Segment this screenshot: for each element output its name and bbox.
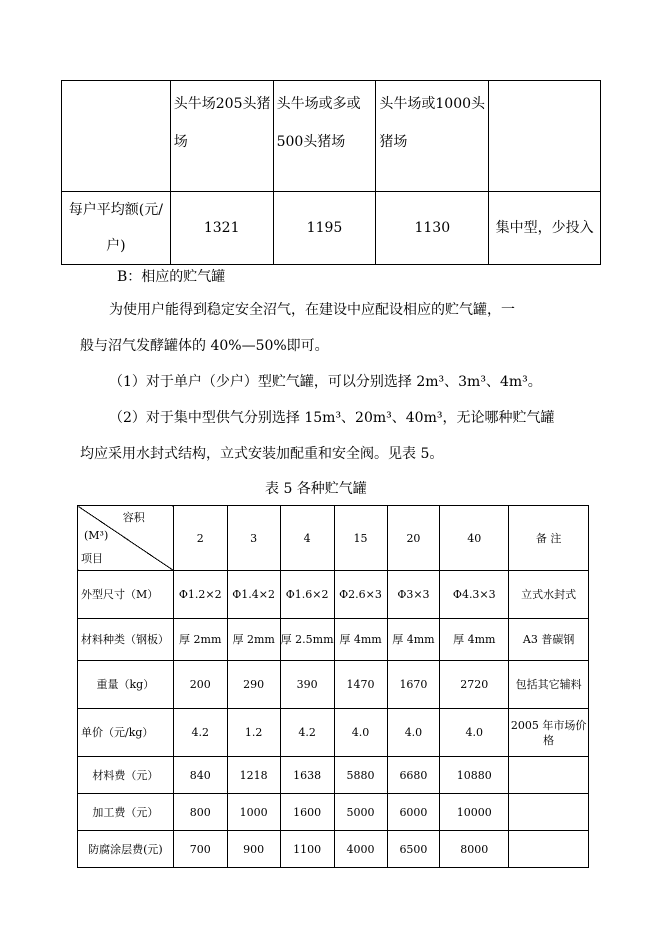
table-cell: 200 <box>173 661 227 709</box>
cell-text: 头牛场205头猪场 <box>173 96 271 150</box>
table-cell: Φ2.6×3 <box>334 571 387 619</box>
table-cell: 1638 <box>280 757 334 794</box>
table-cell: 800 <box>173 794 227 831</box>
table-row <box>78 661 589 709</box>
table-row <box>62 192 601 265</box>
corner-bottom: 项目 <box>81 552 103 565</box>
table-cell: Φ4.3×3 <box>440 571 509 619</box>
table-cell <box>376 81 489 192</box>
table-cell <box>170 81 273 192</box>
table-cell: 厚 2mm <box>227 619 280 661</box>
table-cell: 8000 <box>440 831 509 868</box>
column-header: 备 注 <box>509 506 589 571</box>
row-note: 立式水封式 <box>509 571 589 619</box>
table-row <box>78 506 589 571</box>
row-label: 外型尺寸（M） <box>78 571 174 619</box>
row-note: 包括其它辅料 <box>509 661 589 709</box>
row-label: 加工费（元） <box>78 794 174 831</box>
table-cell: 700 <box>173 831 227 868</box>
column-header: 15 <box>334 506 387 571</box>
table-cell: 1670 <box>387 661 440 709</box>
table-cell: 5880 <box>334 757 387 794</box>
column-header: 2 <box>173 506 227 571</box>
row-label: 防腐涂层费(元) <box>78 831 174 868</box>
table-cell: 1000 <box>227 794 280 831</box>
row-label: 材料种类（钢板） <box>78 619 174 661</box>
table-cell: 4.2 <box>173 709 227 757</box>
corner-top: 容积 <box>122 511 145 524</box>
table-cell: 2720 <box>440 661 509 709</box>
table-cell: 6680 <box>387 757 440 794</box>
table-cell: Φ3×3 <box>387 571 440 619</box>
table-cell <box>62 81 171 192</box>
paragraph-line: 般与沼气发酵罐体的 40%—50%即可。 <box>80 338 329 354</box>
table-row <box>78 619 589 661</box>
farm-cost-table <box>61 80 601 265</box>
table-cell: 4.2 <box>280 709 334 757</box>
paragraph-line: 为使用户能得到稳定安全沼气，在建设中应配设相应的贮气罐，一 <box>109 302 515 318</box>
paragraph-line: 均应采用水封式结构，立式安装加配重和安全阀。见表 5。 <box>80 446 444 462</box>
row-label: 单价（元/kg） <box>78 709 174 757</box>
table-cell <box>273 81 376 192</box>
table-cell: 4.0 <box>387 709 440 757</box>
table-cell: 390 <box>280 661 334 709</box>
column-header: 4 <box>280 506 334 571</box>
row-label: 重量（kg） <box>78 661 174 709</box>
table-cell: 10000 <box>440 794 509 831</box>
corner-header <box>78 506 174 571</box>
corner-middle: (M³) <box>84 529 109 542</box>
table-caption: 表 5 各种贮气罐 <box>265 481 367 497</box>
row-note: 2005 年市场价格 <box>509 709 589 757</box>
table-cell: Φ1.6×2 <box>280 571 334 619</box>
table-cell: 厚 4mm <box>334 619 387 661</box>
table-cell: 5000 <box>334 794 387 831</box>
table-cell: Φ1.2×2 <box>173 571 227 619</box>
table-cell: 1600 <box>280 794 334 831</box>
table-cell: 厚 2.5mm <box>280 619 334 661</box>
table-cell <box>489 81 601 192</box>
section-heading: B：相应的贮气罐 <box>117 269 226 285</box>
table-cell: 6000 <box>387 794 440 831</box>
row-note: A3 普碳钢 <box>509 619 589 661</box>
table-cell: 4.0 <box>440 709 509 757</box>
row-note <box>509 757 589 794</box>
table-row <box>62 81 601 192</box>
table-cell: 厚 4mm <box>387 619 440 661</box>
table-cell: 1130 <box>376 192 489 265</box>
table-cell: 1470 <box>334 661 387 709</box>
table-cell: 290 <box>227 661 280 709</box>
table-cell: 厚 4mm <box>440 619 509 661</box>
gas-tank-table <box>77 505 589 868</box>
row-note <box>509 794 589 831</box>
table-cell: 4.0 <box>334 709 387 757</box>
table-cell: 1321 <box>170 192 273 265</box>
table-cell: 1.2 <box>227 709 280 757</box>
table-cell: 1100 <box>280 831 334 868</box>
cell-text: 每户平均额(元/户) <box>68 202 163 254</box>
table-cell: 4000 <box>334 831 387 868</box>
table-cell: 1195 <box>273 192 376 265</box>
row-note <box>489 192 601 265</box>
paragraph-line: （1）对于单户（少户）型贮气罐，可以分别选择 2m³、3m³、4m³。 <box>109 374 542 390</box>
column-header: 3 <box>227 506 280 571</box>
table-cell: Φ1.4×2 <box>227 571 280 619</box>
column-header: 20 <box>387 506 440 571</box>
table-cell: 900 <box>227 831 280 868</box>
row-label: 材料费（元） <box>78 757 174 794</box>
cell-text: 头牛场或多或500头猪场 <box>276 96 361 150</box>
table-cell: 10880 <box>440 757 509 794</box>
row-label <box>62 192 171 265</box>
table-row <box>78 831 589 868</box>
column-header: 40 <box>440 506 509 571</box>
table-row <box>78 709 589 757</box>
table-cell: 厚 2mm <box>173 619 227 661</box>
table-cell: 840 <box>173 757 227 794</box>
row-note <box>509 831 589 868</box>
table-cell: 6500 <box>387 831 440 868</box>
cell-text: 集中型，少投入 <box>495 220 594 236</box>
paragraph-line: （2）对于集中型供气分别选择 15m³、20m³、40m³，无论哪种贮气罐 <box>109 410 555 426</box>
table-row <box>78 571 589 619</box>
table-row <box>78 794 589 831</box>
cell-text: 头牛场或1000头猪场 <box>379 96 486 150</box>
table-cell: 1218 <box>227 757 280 794</box>
table-row <box>78 757 589 794</box>
